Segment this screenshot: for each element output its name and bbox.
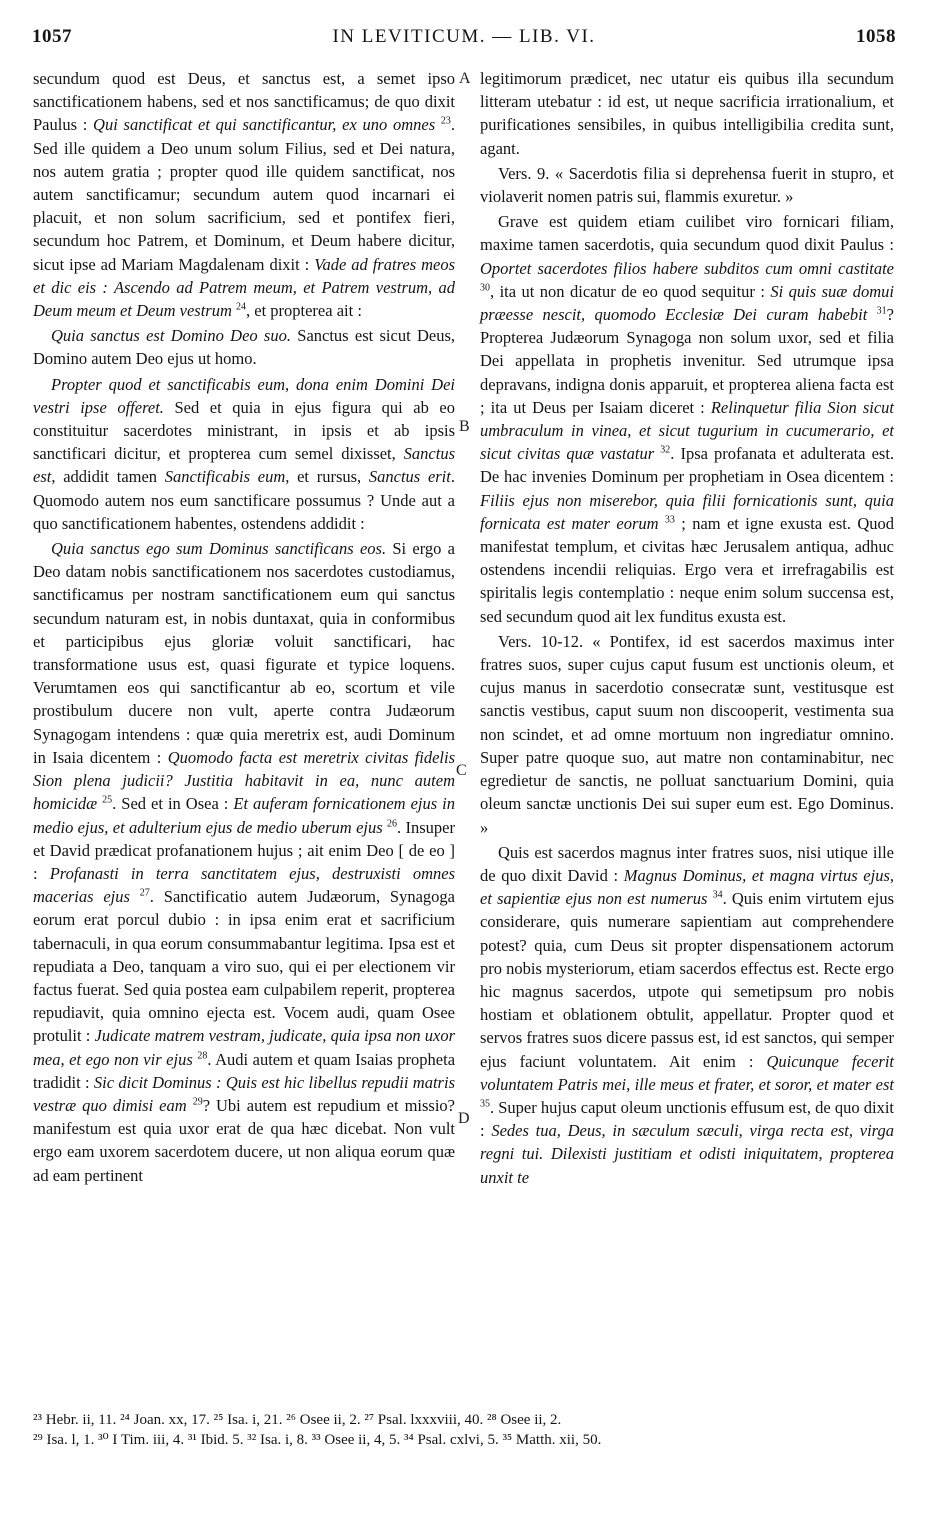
- paragraph: legitimorum prædicet, nec utatur eis quibus illa secundum litteram utebatur : id est, ut neque sacrificia irrationalium, et purificationes sensibiles, in quibus intelligibilia credita sunt, agant.: [480, 69, 894, 158]
- paragraph: Propter quod et sanctificabis eum, dona enim Domini Dei vestri ipse offeret. Sed et quia in ejus figura qui ab eo constituitur sacerdotes ministrant, in ipsis et ab ipsis sanctificari dicitur, et propterea cum semel dixisset, Sanctus est, addidit tamen Sanctificabis eum, et rursus, Sanctus erit. Quomodo autem nos eum sanctificare possumus ? Unde aut a quo sanctificationem habentes, ostendens addidit :: [33, 374, 456, 533]
- paragraph: secundum quod est Deus, et sanctus est, a semet ipso sanctificationem habens, sed et nos sanctificamus; de quo dixit Paulus : Qui sanctificat et qui sanctificantur, ex uno omnes $^{23}$. Sed ille quidem a Deo unum solum Filius, sed et Dei natura, nos autem gratia ; propter quod ille quidem sanctificat, nos autem sanctificamur; secundum autem quod incarnari ei placuit, et non solum sacrificium, sed et pontifex fieri, secundum hoc Patrem, et Dominum, et Deum habere dicitur, sicut ipse ad Mariam Magdalenam dixit : Vade ad fratres meos et dic eis : Ascendo ad Patrem meum, et Patrem vestrum, ad Deum meum et Deum vestrum $^{24}$, et propterea ait :: [33, 69, 455, 321]
- paragraph: Vers. 9. « Sacerdotis filia si deprehensa fuerit in stupro, et violaverit nomen patris sui, flammis exuretur. »: [480, 163, 894, 207]
- paragraph: Vers. 10-12. « Pontifex, id est sacerdos maximus inter fratres suos, super cujus caput fusum est unctionis oleum, et cujus manus in sacerdotio consecratæ sunt, vestitusque est sanctis vestibus, caput suum non discooperit, vestimenta sua non scindet, et ad omne mortuum non ingrediatur omnino. Super patre quoque suo, aut matre non contaminabitur, nec egredietur de sanctis, ne polluat sanctuarium Domini, quia oleum sanctæ unctionis Dei sui super eum est. Ego Dominus. »: [480, 631, 894, 837]
- footnote-line: ²⁹ Isa. l, 1. ³⁰ I Tim. iii, 4. ³¹ Ibid. 5. ³² Isa. i, 8. ³³ Osee ii, 4, 5. ³⁴ Psal. cxlvi, 5. ³⁵ Matth. xii, 50.: [33, 1432, 602, 1448]
- paragraph: Quis est sacerdos magnus inter fratres suos, nisi utique ille de quo dixit David : Magnus Dominus, et magna virtus ejus, et sapientiæ ejus non est numerus $^{34}$. Quis enim virtutem ejus considerare, quis numerare sapientiam aut comprehendere potest? quia, cum Deus sit propter dispensationem actorum pro nobis mysteriorum, etiam sacerdos effectus est. Recte ergo hic magnus sacerdos, utpote qui semetipsum pro nobis hostiam et oblationem obtulit, appellatur. Propter quod et servos fratres suos dicere passus est, id est sanctos, qui semper ejus faciunt voluntatem. Ait enim : Quicunque fecerit voluntatem Patris mei, ille meus et frater, et soror, et mater est $^{35}$. Super hujus caput oleum unctionis effusum est, de quo dixit : Sedes tua, Deus, in sæculum sæculi, virga recta est, virga regni tui. Dilexisti justitiam et odisti iniquitatem, propterea unxit te: [480, 842, 895, 1187]
- footnote-line: ²³ Hebr. ii, 11. ²⁴ Joan. xx, 17. ²⁵ Isa. i, 21. ²⁶ Osee ii, 2. ²⁷ Psal. lxxxviii, 40. ²⁸ Osee ii, 2.: [33, 1412, 562, 1428]
- right-column: [480, 67, 894, 1191]
- paragraph: Grave est quidem etiam cuilibet viro fornicari filiam, maxime tamen sacerdotis, quia secundum quod dixit Paulus : Oportet sacerdotes filios habere subditos cum omni castitate $^{30}$, ita ut non dicatur de eo quod sequitur : Si quis suæ domui præesse nescit, quomodo Ecclesiæ Dei curam habebit $^{31}$? Propterea Judæorum Synagoga non solum uxor, sed et filia Dei appellata in prophetis invenitur. Sed utrumque ipsa depravans, indigna donis apparuit, et propterea aliena facta est ; ita ut Deus per Isaiam diceret : Relinquetur filia Sion sicut umbraculum in vinea, et sicut tugurium in cucumerario, et sicut civitas quæ vastatur $^{32}$. Ipsa profanata et adulterata est. De hac invenies Dominum per prophetiam in Osea dicentem : Filiis ejus non miserebor, quia filii fornicationis sunt, quia fornicata est mater eorum $^{33}$ ; nam et igne exusta est. Quod manifestat templum, et civitas hæc Jerusalem antiqua, adhuc ostendens incendii reliquias. Ergo vera et irrefragabilis est spiritalis legis contemplatio : neque enim solum succensa est, sed secundum quod ait lex funditus exusta est.: [480, 212, 895, 626]
- margin-letter-a: A: [459, 70, 471, 87]
- margin-letter-b: B: [459, 418, 470, 435]
- page-number-right: 1058: [856, 26, 896, 47]
- page-header: [32, 26, 896, 60]
- margin-letter-c: C: [456, 762, 467, 779]
- paragraph: Quia sanctus est Domino Deo suo. Sanctus est sicut Deus, Domino autem Deo ejus ut homo.: [33, 326, 456, 369]
- running-title: IN LEVITICUM. — LIB. VI.: [332, 26, 596, 47]
- page-number-left: 1057: [32, 26, 72, 47]
- left-column: [33, 67, 455, 1189]
- margin-letter-d: D: [458, 1110, 470, 1127]
- footnotes: [33, 1410, 895, 1450]
- paragraph: Quia sanctus ego sum Dominus sanctificans eos. Si ergo a Deo datam nobis sanctificationem nos sacerdotes custodiamus, sanctificamus per nostram sanctificationem eum qui sanctus secundum naturam est, in nobis duntaxat, quia in conformibus et participibus ejus gloriæ voluit sanctificari, hac transformatione usus est, quasi figurate et typice loquens. Verumtamen eos qui sanctificantur ab eo, scortum et vile prostibulum ducere non vult, aperte contra Judæorum Synagogam intendens : quæ quia meretrix est, audi Dominum in Isaia dicentem : Quomodo facta est meretrix civitas fidelis Sion plena judicii? Justitia habitavit in ea, nunc autem homicidæ $^{25}$. Sed et in Osea : Et auferam fornicationem ejus in medio ejus, et adulterium ejus de medio uberum ejus $^{26}$. Insuper et David prædicat profanationem hujus ; ait enim Deo [ de eo ] : Profanasti in terra sanctitatem ejus, destruxisti omnes macerias ejus $^{27}$. Sanctificatio autem Judæorum, Synagoga eorum erat porcul dubio : in ipsa enim erat et sacrificium tabernaculi, in qua eorum consummabantur legitima. Ipsa est et repudiata a Deo, tanquam a viro suo, qui ei per electionem vir factus fuerat. Sed quia postea eam culpabilem reperit, propterea repudiavit, quia omnino ejecta est. Vocem audi, quam Osee protulit : Judicate matrem vestram, judicate, quia ipsa non uxor mea, et ego non vir ejus $^{28}$. Audi autem et quam Isaias propheta tradidit : Sic dicit Dominus : Quis est hic libellus repudii matris vestræ quo dimisi eam $^{29}$? Ubi autem est repudium et missio? manifestum est quia uxor erat de qua hæc dicebat. Non vult ergo eam uxorem sacerdotem ducere, ut non aliqua eorum quæ ad eam pertinent: [33, 539, 456, 1185]
